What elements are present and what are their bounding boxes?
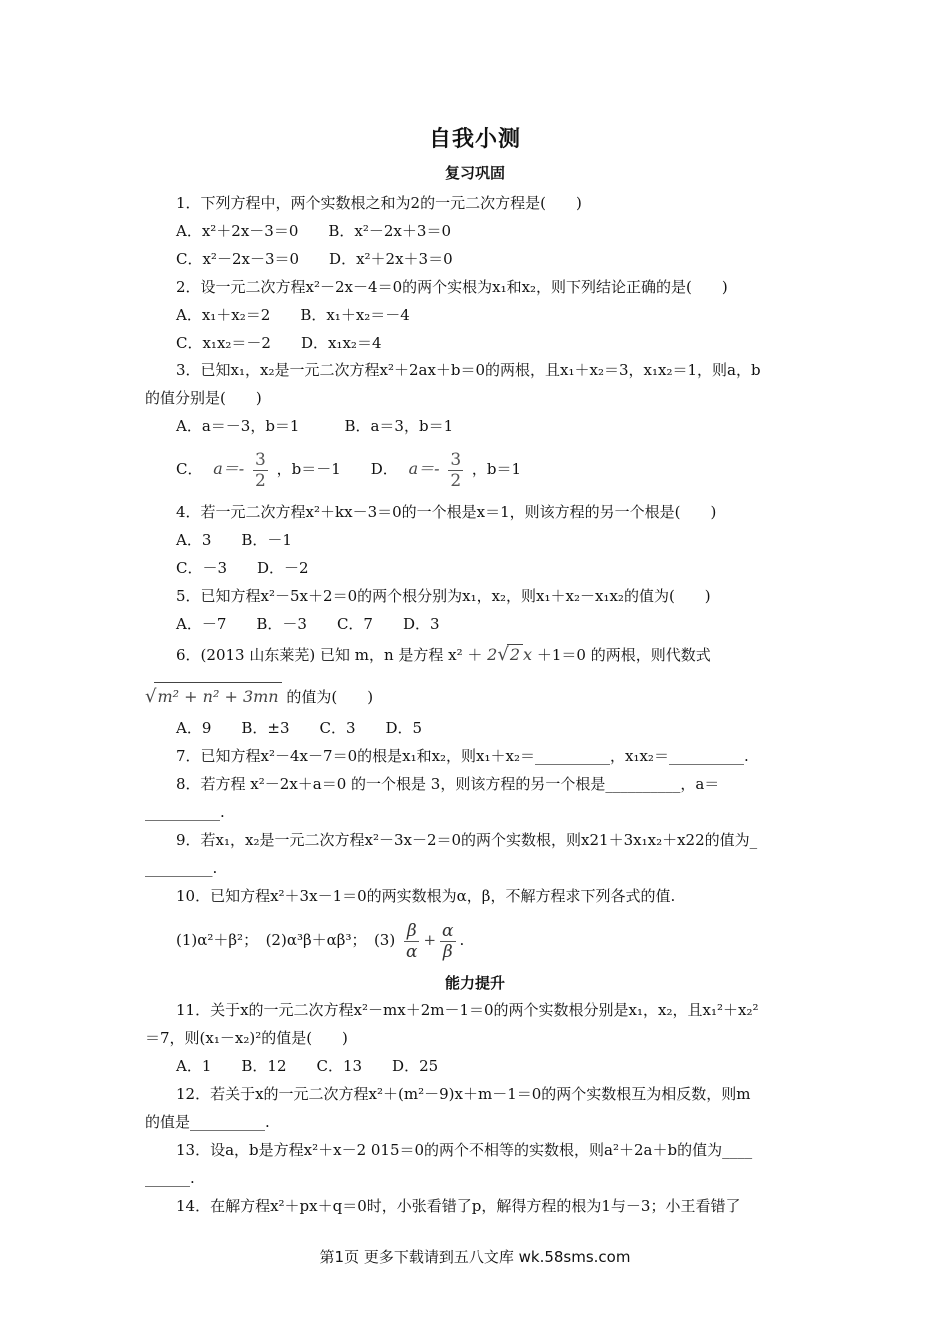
- option-d-lhs: a＝-: [408, 459, 440, 478]
- question-2-options-cd: C．x₁x₂＝－2 D．x₁x₂＝4: [176, 334, 382, 352]
- option-d-rest: ，b＝1: [471, 460, 522, 478]
- question-6-options: A．9 B．±3 C．3 D．5: [176, 719, 423, 737]
- question-1-options-cd: C．x²－2x－3＝0 D．x²＋2x＋3＝0: [176, 250, 453, 268]
- question-5: 5．已知方程x²－5x＋2＝0的两个根分别为x₁，x₂，则x₁＋x₂－x₁x₂的值为( ): [176, 587, 711, 605]
- question-1-options-ab: A．x²＋2x－3＝0 B．x²－2x＋3＝0: [176, 222, 451, 240]
- question-6-suffix: ＋1＝0 的两根，则代数式: [536, 646, 711, 664]
- radical-icon: √: [497, 644, 509, 665]
- question-2-options-ab: A．x₁＋x₂＝2 B．x₁＋x₂＝－4: [176, 306, 410, 324]
- question-3-line-2: 的值分别是( ): [145, 389, 262, 407]
- question-12-line-1: 12．若关于x的一元二次方程x²＋(m²－9)x＋m－1＝0的两个实数根互为相反数，则m: [176, 1085, 751, 1103]
- variable-x: x: [523, 645, 533, 664]
- fraction-numerator: 3: [450, 449, 462, 470]
- section-heading-review: 复习巩固: [444, 164, 505, 182]
- question-6-prefix: 6．(2013 山东莱芜) 已知 m，n 是方程 x² ＋: [176, 646, 483, 664]
- fraction-numerator: α: [442, 920, 454, 941]
- question-13-line-2: ______.: [145, 1169, 195, 1187]
- question-14: 14．在解方程x²＋px＋q＝0时，小张看错了p，解得方程的根为1与－3；小王看错了: [176, 1197, 741, 1215]
- question-4: 4．若一元二次方程x²＋kx－3＝0的一个根是x＝1，则该方程的另一个根是( ): [176, 503, 717, 521]
- question-3-options-cd: [176, 446, 841, 492]
- fraction-denominator: α: [405, 941, 418, 962]
- question-6-line-1: [176, 644, 841, 665]
- question-9-line-2: _________.: [145, 859, 218, 877]
- question-11-options: A．1 B．12 C．13 D．25: [176, 1057, 439, 1075]
- fraction-three-halves: [448, 450, 463, 491]
- question-7: 7．已知方程x²－4x－7＝0的根是x₁和x₂，则x₁＋x₂＝__________，x₁x₂＝__________.: [176, 747, 749, 765]
- section-heading-improve: 能力提升: [444, 974, 505, 992]
- question-10-parts: (1)α²＋β²； (2)α³β＋αβ³； (3) $\frac{\beta}{\alpha}$ + $\frac{\alpha}{\beta}$ .: [176, 920, 465, 962]
- fraction-alpha-over-beta: [440, 921, 455, 962]
- question-10: 10．已知方程x²＋3x－1＝0的两实数根为α，β，不解方程求下列各式的值.: [176, 887, 676, 905]
- radicand: 2: [507, 644, 523, 665]
- question-11-line-2: ＝7，则(x₁－x₂)²的值是( ): [145, 1029, 348, 1047]
- fraction-numerator: 3: [255, 449, 266, 470]
- fraction-denominator: 2: [450, 470, 462, 491]
- option-c-label: C．: [176, 460, 203, 478]
- question-12-line-2: 的值是__________.: [145, 1113, 270, 1131]
- question-8-line-2: __________.: [145, 803, 225, 821]
- fraction-numerator: β: [404, 921, 419, 942]
- radicand-expression: m² + n² + 3mn: [154, 682, 281, 711]
- question-6-line-2: [145, 682, 810, 710]
- question-3-options-ab: A．a＝－3，b＝1 B．a＝3，b＝1: [176, 417, 454, 435]
- option-c-rest: ，b＝－1 D．: [276, 460, 398, 478]
- question-13-line-1: 13．设a，b是方程x²＋x－2 015＝0的两个不相等的实数根，则a²＋2a＋b的值为____: [176, 1141, 753, 1159]
- question-11-line-1: 11．关于x的一元二次方程x²－mx＋2m－1＝0的两个实数根分别是x₁，x₂，且x₁²＋x₂²: [176, 1001, 759, 1019]
- option-c-lhs: a＝-: [213, 459, 245, 478]
- fraction-denominator: 2: [255, 470, 266, 491]
- fraction-three-halves: [253, 450, 268, 491]
- question-9-line-1: 9．若x₁，x₂是一元二次方程x²－3x－2＝0的两个实数根，则x21＋3x₁x₂＋x22的值为_: [176, 831, 758, 849]
- question-5-options: A．－7 B．－3 C．7 D．3: [176, 615, 440, 633]
- question-4-options-cd: C．－3 D．－2: [176, 559, 309, 577]
- fraction-denominator: β: [442, 941, 453, 962]
- question-8-line-1: 8．若方程 x²－2x＋a＝0 的一个根是 3，则该方程的另一个根是__________，a＝: [176, 775, 720, 793]
- radical-icon: √: [145, 686, 157, 707]
- page-title: 自我小测: [428, 126, 521, 152]
- question-3-line-1: 3．已知x₁，x₂是一元二次方程x²＋2ax＋b＝0的两根，且x₁＋x₂＝3，x₁x₂＝1，则a，b: [176, 361, 761, 379]
- question-4-options-ab: A．3 B．－1: [176, 531, 292, 549]
- fraction-beta-over-alpha: [404, 921, 419, 962]
- question-1: 1．下列方程中，两个实数根之和为2的一元二次方程是( ): [176, 194, 582, 212]
- page-footer: 第1页 更多下载请到五八文库 wk.58sms.com: [319, 1248, 631, 1266]
- question-2: 2．设一元二次方程x²－2x－4＝0的两个实根为x₁和x₂，则下列结论正确的是( ): [176, 278, 728, 296]
- question-6-tail: 的值为( ): [286, 688, 374, 706]
- question-10-parts-text: (1)α²＋β²； (2)α³β＋αβ³； (3): [176, 931, 396, 949]
- sqrt-coefficient: 2: [487, 645, 498, 664]
